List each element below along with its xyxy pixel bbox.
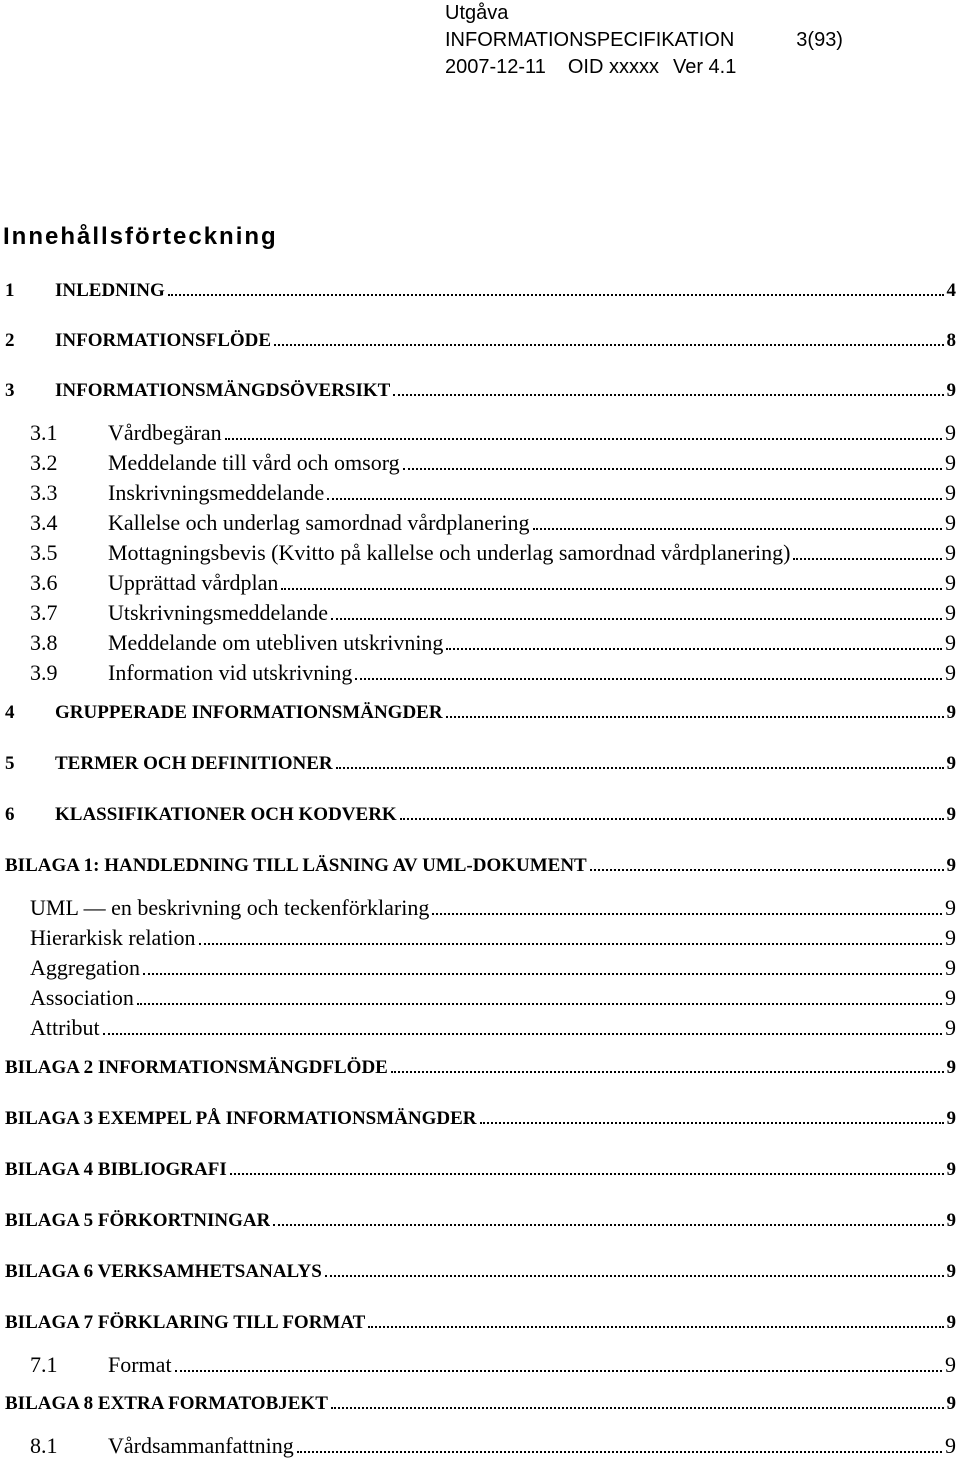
toc-entry-page: 9 — [945, 660, 956, 685]
toc-entry[interactable] — [30, 953, 956, 983]
header-oid: OID xxxxx — [567, 56, 659, 78]
toc-entry-title: INFORMATIONSMÄNGDSÖVERSIKT — [55, 380, 391, 401]
toc-entry-title: BILAGA 1: HANDLEDNING TILL LÄSNING AV UML-DOKUMENT — [5, 855, 587, 876]
header-doc-title: INFORMATIONSPECIFIKATION — [445, 29, 735, 51]
toc-entry[interactable] — [5, 328, 956, 354]
toc-entry[interactable] — [30, 658, 956, 688]
toc-entry[interactable] — [5, 700, 956, 726]
toc-entry[interactable] — [30, 1431, 956, 1461]
toc-entry-title: UML — en beskrivning och teckenförklaring — [30, 895, 430, 920]
toc-dot-leader — [273, 1224, 943, 1226]
toc-entry-page: 9 — [946, 380, 956, 401]
toc-entry-number: 3.7 — [30, 600, 58, 625]
toc-dot-leader — [391, 1071, 944, 1073]
toc-entry-page: 4 — [946, 280, 956, 301]
toc-entry-title: Vårdbegäran — [108, 420, 222, 445]
toc-entry-page: 9 — [946, 702, 956, 723]
toc-dot-leader — [331, 618, 942, 620]
toc-entry-title: Hierarkisk relation — [30, 925, 196, 950]
toc-entry-title: Utskrivningsmeddelande — [108, 600, 328, 625]
toc-title: Innehållsförteckning — [3, 223, 278, 250]
toc-dot-leader — [533, 528, 942, 530]
toc-entry[interactable] — [5, 1208, 956, 1234]
toc-entry-title: Upprättad vårdplan — [108, 570, 279, 595]
toc-dot-leader — [230, 1173, 944, 1175]
toc-entry-title: KLASSIFIKATIONER OCH KODVERK — [55, 804, 397, 825]
toc-entry[interactable] — [5, 278, 956, 304]
toc-dot-leader — [355, 678, 942, 680]
toc-dot-leader — [368, 1326, 943, 1328]
toc-entry-title: Format — [108, 1352, 172, 1377]
toc-entry[interactable] — [30, 448, 956, 478]
toc-entry-page: 9 — [945, 540, 956, 565]
toc-entry[interactable] — [5, 1259, 956, 1285]
toc-entry-title: TERMER OCH DEFINITIONER — [55, 753, 333, 774]
toc-entry-number: 4 — [5, 702, 15, 723]
toc-entry-title: INLEDNING — [55, 280, 165, 301]
toc-entry-page: 9 — [946, 1261, 956, 1282]
toc-entry-title: GRUPPERADE INFORMATIONSMÄNGDER — [55, 702, 443, 723]
toc-entry[interactable] — [30, 538, 956, 568]
toc-entry[interactable] — [5, 1310, 956, 1336]
toc-entry-number: 3.5 — [30, 540, 58, 565]
toc-entry[interactable] — [30, 923, 956, 953]
toc-entry-page: 9 — [945, 600, 956, 625]
toc-entry[interactable] — [30, 478, 956, 508]
toc-dot-leader — [393, 394, 943, 396]
toc-entry-title: BILAGA 8 EXTRA FORMATOBJEKT — [5, 1393, 328, 1414]
toc-entry[interactable] — [5, 378, 956, 404]
toc-dot-leader — [281, 588, 942, 590]
toc-entry-page: 9 — [945, 570, 956, 595]
toc-dot-leader — [336, 767, 944, 769]
toc-entry[interactable] — [5, 853, 956, 879]
toc-entry-number: 7.1 — [30, 1352, 58, 1377]
toc-dot-leader — [446, 716, 944, 718]
toc-dot-leader — [199, 943, 942, 945]
toc-entry-title: Mottagningsbevis (Kvitto på kallelse och underlag samordnad vårdplanering) — [108, 540, 791, 565]
toc-entry-number: 3 — [5, 380, 15, 401]
toc-entry[interactable] — [30, 1013, 956, 1043]
toc-entry-page: 9 — [945, 420, 956, 445]
toc-entry-page: 9 — [945, 925, 956, 950]
toc-entry-title: Aggregation — [30, 955, 140, 980]
toc-entry-page: 9 — [945, 985, 956, 1010]
toc-entry[interactable] — [30, 508, 956, 538]
toc-entry-page: 9 — [945, 1433, 956, 1458]
toc-dot-leader — [274, 344, 943, 346]
toc-entry-page: 9 — [946, 1312, 956, 1333]
toc-entry-title: Inskrivningsmeddelande — [108, 480, 325, 505]
toc-dot-leader — [137, 1003, 942, 1005]
toc-entry-title: BILAGA 7 FÖRKLARING TILL FORMAT — [5, 1312, 366, 1333]
toc-entry-page: 9 — [945, 450, 956, 475]
toc-entry-title: Association — [30, 985, 134, 1010]
header-version: Ver 4.1 — [672, 56, 737, 78]
toc-entry-number: 3.6 — [30, 570, 58, 595]
toc-dot-leader — [446, 648, 942, 650]
toc-dot-leader — [325, 1275, 944, 1277]
toc-dot-leader — [331, 1407, 944, 1409]
toc-entry-number: 1 — [5, 280, 15, 301]
toc-dot-leader — [432, 913, 942, 915]
toc-dot-leader — [327, 498, 942, 500]
toc-entry[interactable] — [5, 751, 956, 777]
toc-dot-leader — [480, 1122, 944, 1124]
toc-dot-leader — [793, 558, 942, 560]
toc-entry-page: 8 — [946, 330, 956, 351]
header-edition-label: Utgåva — [445, 2, 509, 24]
toc-entry-page: 9 — [945, 510, 956, 535]
toc-entry[interactable] — [30, 598, 956, 628]
toc-dot-leader — [143, 973, 942, 975]
toc-entry-page: 9 — [946, 804, 956, 825]
toc-entry-page: 9 — [946, 1057, 956, 1078]
toc-entry-page: 9 — [945, 630, 956, 655]
toc-entry-page: 9 — [946, 855, 956, 876]
toc-entry-page: 9 — [945, 1015, 956, 1040]
toc-entry-page: 9 — [945, 1352, 956, 1377]
toc-entry-title: BILAGA 6 VERKSAMHETSANALYS — [5, 1261, 322, 1282]
toc-entry-number: 3.9 — [30, 660, 58, 685]
toc-entry[interactable] — [5, 1157, 956, 1183]
toc-dot-leader — [175, 1370, 942, 1372]
toc-entry-title: BILAGA 3 EXEMPEL PÅ INFORMATIONSMÄNGDER — [5, 1108, 477, 1129]
toc-entry-number: 3.2 — [30, 450, 58, 475]
toc-entry-title: Information vid utskrivning — [108, 660, 353, 685]
toc-entry-page: 9 — [945, 895, 956, 920]
toc-dot-leader — [400, 818, 944, 820]
toc-entry[interactable] — [5, 1106, 956, 1132]
toc-dot-leader — [103, 1033, 942, 1035]
toc-entry-title: BILAGA 4 BIBLIOGRAFI — [5, 1159, 227, 1180]
toc-entry-title: Kallelse och underlag samordnad vårdplanering — [108, 510, 530, 535]
toc-entry-page: 9 — [946, 1108, 956, 1129]
toc-entry-number: 6 — [5, 804, 15, 825]
toc-entry-page: 9 — [946, 1393, 956, 1414]
toc-entry-page: 9 — [946, 1210, 956, 1231]
toc-entry[interactable] — [30, 1350, 956, 1380]
toc-entry-number: 2 — [5, 330, 15, 351]
toc-entry-page: 9 — [946, 1159, 956, 1180]
toc-entry[interactable] — [5, 1391, 956, 1417]
toc-entry[interactable] — [30, 893, 956, 923]
toc-entry-page: 9 — [945, 955, 956, 980]
toc-entry-title: BILAGA 2 INFORMATIONSMÄNGDFLÖDE — [5, 1057, 388, 1078]
toc-entry-number: 3.3 — [30, 480, 58, 505]
toc-entry-title: Meddelande till vård och omsorg — [108, 450, 400, 475]
toc-entry[interactable] — [30, 418, 956, 448]
toc-entry-title: Attribut — [30, 1015, 100, 1040]
toc-dot-leader — [168, 294, 944, 296]
toc-entry-number: 3.1 — [30, 420, 58, 445]
toc-entry-number: 3.4 — [30, 510, 58, 535]
toc-entry-title: Vårdsammanfattning — [108, 1433, 294, 1458]
toc-entry[interactable] — [5, 1055, 956, 1081]
toc-entry[interactable] — [30, 983, 956, 1013]
toc-entry-page: 9 — [945, 480, 956, 505]
toc-entry-title: Meddelande om utebliven utskrivning — [108, 630, 444, 655]
toc-entry-page: 9 — [946, 753, 956, 774]
toc-entry-title: INFORMATIONSFLÖDE — [55, 330, 272, 351]
toc-dot-leader — [297, 1451, 942, 1453]
toc-dot-leader — [590, 869, 944, 871]
toc-dot-leader — [403, 468, 942, 470]
toc-entry-number: 5 — [5, 753, 15, 774]
toc-entry[interactable] — [5, 802, 956, 828]
header-page-number: 3(93) — [796, 29, 843, 51]
toc-entry-number: 8.1 — [30, 1433, 58, 1458]
toc-entry[interactable] — [30, 628, 956, 658]
header-date: 2007-12-11 — [445, 56, 546, 78]
toc-entry[interactable] — [30, 568, 956, 598]
toc-entry-number: 3.8 — [30, 630, 58, 655]
toc-entry-title: BILAGA 5 FÖRKORTNINGAR — [5, 1210, 271, 1231]
toc-dot-leader — [225, 438, 942, 440]
